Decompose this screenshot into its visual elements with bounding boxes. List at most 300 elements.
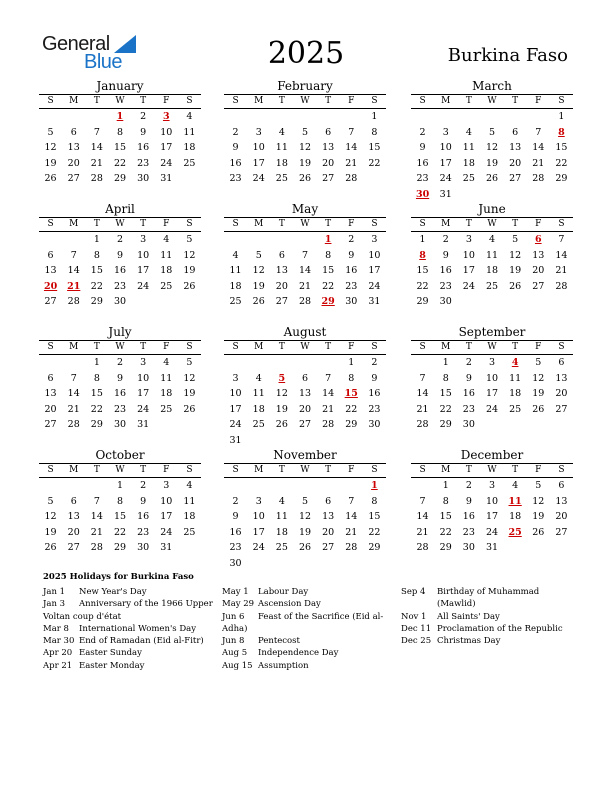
holiday-date: Aug 15 [222,660,253,671]
holiday-name: Adha) [222,623,248,634]
empty-cell [340,478,363,494]
day-cell: 17 [485,511,499,522]
day-cell: 11 [229,265,242,276]
weekday-label: S [232,96,239,106]
weekday-header [224,463,386,478]
day-cell: 7 [348,495,355,507]
day-cell: 28 [90,173,103,184]
day-cell: 24 [368,280,381,292]
holiday-name: Proclamation of the Republic [437,623,563,634]
day-cell: 16 [113,265,127,276]
holiday-item [401,586,571,611]
day-cell: 24 [485,526,499,538]
day-cell: 19 [532,511,545,522]
day-cell: 12 [44,511,57,522]
day-cell: 16 [229,157,242,169]
day-cell: 28 [416,419,429,430]
weekday-label: T [140,219,147,229]
day-cell: 25 [160,280,173,292]
day-cell: 14 [416,388,429,399]
day-cell: 31 [368,296,381,307]
day-cell: 26 [298,542,312,553]
day-cell: 8 [93,372,100,384]
weekday-label: T [278,96,285,106]
day-grid [39,232,201,310]
day-cell: 7 [93,495,100,507]
holiday-name: Pentecost [258,636,300,647]
weekday-label: S [371,96,378,106]
day-cell: 12 [252,265,265,276]
day-cell: 18 [183,511,196,522]
day-cell: 9 [442,249,449,261]
day-cell: 14 [555,249,568,261]
holiday-day-cell: 1 [324,234,332,245]
day-cell: 19 [509,265,522,276]
day-cell: 2 [465,357,472,368]
day-cell: 17 [229,403,242,415]
day-cell: 21 [532,157,545,169]
day-cell: 14 [67,388,80,399]
weekday-label: S [419,465,426,475]
day-cell: 18 [160,265,173,276]
day-cell: 21 [345,526,358,538]
holiday-day-cell: 15 [344,388,358,399]
day-cell: 18 [229,280,242,292]
month-name: October [95,448,145,462]
month-name: February [277,79,333,93]
holiday-day-cell: 11 [508,495,522,507]
day-cell: 1 [419,234,426,245]
day-cell: 17 [439,157,452,169]
day-cell: 29 [345,419,358,430]
day-cell: 16 [368,388,381,399]
day-cell: 20 [275,280,288,292]
day-cell: 24 [229,419,242,430]
day-cell: 23 [416,173,429,184]
month-name: May [291,202,319,216]
weekday-label: S [47,219,54,229]
month-name: August [283,325,327,339]
day-cell: 8 [325,249,332,261]
weekday-label: T [93,219,100,229]
day-cell: 19 [183,388,196,399]
day-cell: 20 [322,157,335,169]
holiday-item [43,598,218,610]
day-cell: 18 [160,388,173,399]
weekday-label: S [232,465,239,475]
day-cell: 14 [298,265,312,276]
day-cell: 5 [47,495,54,507]
empty-cell [62,232,85,248]
holiday-item [43,611,218,623]
day-cell: 12 [485,142,499,153]
day-cell: 21 [90,526,103,538]
day-cell: 1 [348,357,355,368]
weekday-header [39,94,201,109]
logo-text-blue: Blue [84,51,123,73]
day-cell: 25 [462,173,475,184]
day-cell: 25 [183,526,196,538]
day-cell: 14 [532,142,545,153]
day-cell: 2 [419,126,426,138]
weekday-label: W [115,219,125,229]
day-cell: 30 [137,173,150,184]
day-cell: 21 [90,157,103,169]
holiday-name: Birthday of Muhammad (Mawlid) [437,587,540,610]
day-cell: 3 [163,480,170,491]
holiday-name: Labour Day [258,587,309,597]
day-cell: 7 [93,126,100,138]
day-cell: 30 [462,419,475,430]
day-cell: 4 [186,111,193,122]
day-cell: 24 [160,526,173,538]
day-cell: 5 [186,357,193,368]
day-cell: 11 [275,142,288,153]
day-cell: 24 [160,157,173,169]
day-cell: 19 [298,526,312,538]
day-cell: 24 [485,403,499,415]
day-cell: 4 [232,249,239,261]
day-cell: 27 [67,542,80,553]
day-cell: 14 [90,511,103,522]
day-cell: 9 [232,142,239,153]
day-cell: 18 [509,388,522,399]
weekday-label: W [115,465,125,475]
day-cell: 25 [183,157,196,169]
weekday-label: M [254,96,264,106]
weekday-label: T [465,219,472,229]
empty-cell [39,355,62,371]
day-cell: 21 [345,157,358,169]
holiday-item [401,623,571,635]
day-cell: 30 [113,296,127,307]
day-cell: 26 [485,173,499,184]
weekday-label: T [465,342,472,352]
empty-cell [224,478,247,494]
holiday-date: Aug 5 [222,648,248,659]
day-cell: 24 [137,280,150,292]
day-cell: 5 [535,357,542,368]
weekday-label: W [487,219,497,229]
weekday-label: M [254,465,264,475]
day-cell: 12 [298,511,312,522]
month-july [39,324,201,433]
day-cell: 31 [439,188,452,200]
day-cell: 11 [183,495,196,507]
empty-cell [480,109,503,125]
holiday-day-cell: 20 [43,280,58,292]
holiday-date: Apr 21 [43,660,73,671]
day-cell: 17 [160,142,173,153]
day-cell: 13 [67,511,80,522]
empty-cell [85,109,108,125]
day-cell: 3 [488,357,496,368]
day-cell: 7 [301,249,309,261]
holiday-name: Anniversary of the 1966 Upper [79,599,213,610]
day-cell: 16 [462,388,475,399]
day-cell: 9 [465,372,472,384]
day-cell: 12 [532,372,545,384]
day-cell: 22 [113,157,127,169]
day-cell: 23 [462,526,475,538]
weekday-label: W [115,96,125,106]
day-cell: 2 [232,495,239,507]
holiday-date: Apr 20 [43,648,73,659]
day-cell: 22 [368,526,381,538]
day-cell: 12 [532,495,545,507]
day-cell: 15 [322,265,335,276]
weekday-label: W [300,96,310,106]
day-cell: 5 [47,126,54,138]
day-cell: 19 [44,157,57,169]
day-cell: 15 [555,142,568,153]
day-cell: 4 [278,495,285,507]
day-cell: 21 [555,265,568,276]
empty-cell [247,355,270,371]
day-cell: 23 [137,526,150,538]
weekday-header [411,463,573,478]
day-cell: 29 [113,542,127,553]
day-cell: 15 [439,511,452,522]
empty-cell [270,232,293,248]
holiday-name: New Year's Day [79,587,147,597]
day-cell: 2 [116,357,124,368]
holiday-name: Feast of the Sacrifice (Eid al- [258,611,384,622]
holiday-column [222,586,397,672]
empty-cell [504,109,527,125]
day-cell: 29 [368,542,381,553]
day-cell: 23 [137,157,150,169]
weekday-label: T [325,465,332,475]
day-cell: 2 [371,357,378,368]
day-cell: 21 [67,403,80,415]
day-cell: 28 [322,419,335,430]
weekday-label: S [232,342,239,352]
day-cell: 19 [183,265,196,276]
holiday-date: Jun 6 [222,611,245,622]
holiday-item [222,611,397,623]
month-name: April [105,202,135,216]
empty-cell [270,355,293,371]
day-cell: 17 [462,265,475,276]
day-cell: 4 [278,126,285,138]
day-cell: 6 [70,126,77,138]
day-cell: 11 [485,249,499,261]
month-december [411,447,573,556]
day-cell: 4 [163,357,170,368]
weekday-label: M [69,96,79,106]
day-cell: 24 [252,542,265,553]
empty-cell [224,355,247,371]
day-cell: 7 [535,126,542,138]
day-cell: 28 [416,542,429,553]
day-cell: 20 [322,526,335,538]
empty-cell [293,355,316,371]
empty-cell [411,109,434,125]
day-cell: 3 [232,372,239,384]
day-cell: 9 [465,495,472,507]
weekday-label: F [348,465,355,475]
weekday-header [224,340,386,355]
holiday-day-cell: 8 [419,249,426,261]
holiday-item [43,647,218,659]
holiday-date: Sep 4 [401,587,426,597]
day-cell: 11 [160,372,173,384]
day-cell: 5 [301,495,309,507]
day-cell: 22 [90,280,103,292]
day-cell: 22 [322,280,335,292]
day-cell: 20 [532,265,545,276]
holiday-day-cell: 6 [534,234,542,245]
day-cell: 23 [229,542,242,553]
day-cell: 3 [371,234,378,245]
weekday-label: F [348,96,355,106]
day-cell: 25 [485,280,499,292]
empty-cell [270,478,293,494]
day-cell: 12 [275,388,288,399]
weekday-label: T [512,465,519,475]
day-cell: 13 [298,388,312,399]
day-cell: 28 [555,280,568,292]
day-grid [224,232,386,310]
day-cell: 24 [462,280,475,292]
day-cell: 8 [116,495,124,507]
day-cell: 13 [322,142,335,153]
day-cell: 26 [183,403,196,415]
holiday-item [43,623,218,635]
day-cell: 23 [439,280,452,292]
day-cell: 21 [416,526,429,538]
day-cell: 14 [322,388,335,399]
day-cell: 8 [93,249,100,261]
holiday-item [401,611,571,623]
day-cell: 6 [278,249,285,261]
day-cell: 23 [368,403,381,415]
day-cell: 27 [275,296,288,307]
day-cell: 5 [535,480,542,491]
day-cell: 16 [416,157,429,169]
day-cell: 1 [442,357,449,368]
weekday-label: F [163,465,170,475]
month-name: June [478,202,506,216]
day-cell: 15 [416,265,429,276]
day-cell: 6 [47,249,54,261]
day-cell: 20 [555,388,568,399]
day-cell: 5 [186,234,193,245]
day-cell: 27 [509,173,522,184]
weekday-label: M [69,465,79,475]
day-cell: 31 [485,542,499,553]
day-cell: 15 [90,388,103,399]
day-cell: 21 [416,403,429,415]
day-cell: 25 [160,403,173,415]
day-cell: 6 [301,372,309,384]
day-cell: 9 [140,495,147,507]
day-cell: 4 [488,234,496,245]
weekday-label: F [535,96,542,106]
empty-cell [224,232,247,248]
day-cell: 7 [325,372,332,384]
day-cell: 8 [371,495,378,507]
weekday-header [39,340,201,355]
empty-cell [293,109,316,125]
holiday-date: Mar 30 [43,636,75,647]
day-cell: 22 [439,403,452,415]
holiday-day-cell: 8 [558,126,565,138]
holiday-day-cell: 3 [162,111,170,122]
holiday-name: Easter Sunday [79,648,142,659]
month-august [224,324,386,448]
day-cell: 20 [44,403,57,415]
weekday-label: F [163,342,170,352]
month-may [224,201,386,310]
day-cell: 4 [255,372,262,384]
day-cell: 2 [348,234,355,245]
day-cell: 14 [416,511,429,522]
holiday-day-cell: 1 [116,111,124,122]
day-cell: 30 [368,419,381,430]
day-cell: 30 [345,296,358,307]
weekday-label: S [232,219,239,229]
day-cell: 17 [368,265,381,276]
holiday-item [401,635,571,647]
weekday-label: W [300,342,310,352]
country-title: Burkina Faso [447,45,568,66]
day-cell: 12 [183,372,196,384]
weekday-label: T [140,465,147,475]
holiday-item [222,647,397,659]
day-cell: 7 [348,126,355,138]
day-cell: 23 [345,280,358,292]
weekday-label: S [371,219,378,229]
day-cell: 20 [298,403,312,415]
holiday-date: Nov 1 [401,611,427,622]
weekday-label: M [441,96,451,106]
empty-cell [527,109,550,125]
holiday-day-cell: 1 [371,480,378,491]
day-cell: 25 [252,419,265,430]
day-cell: 17 [485,388,499,399]
weekday-label: T [512,219,519,229]
day-cell: 9 [371,372,378,384]
day-cell: 27 [44,296,57,307]
day-cell: 18 [462,157,475,169]
weekday-header [39,217,201,232]
day-cell: 1 [442,480,449,491]
day-cell: 13 [275,265,288,276]
day-cell: 17 [137,265,150,276]
day-cell: 4 [512,480,519,491]
empty-cell [85,478,108,494]
weekday-label: T [140,96,147,106]
day-cell: 25 [275,542,288,553]
day-grid [411,232,573,310]
holiday-name: All Saints' Day [437,611,500,622]
day-grid [411,478,573,556]
weekday-header [224,94,386,109]
day-cell: 21 [322,403,335,415]
day-cell: 28 [67,419,80,430]
day-cell: 24 [252,173,265,184]
day-cell: 17 [252,157,265,169]
year-title: 2025 [267,36,345,71]
day-cell: 15 [439,388,452,399]
day-cell: 8 [442,372,449,384]
day-cell: 7 [419,495,426,507]
day-cell: 1 [116,480,124,491]
day-cell: 13 [44,388,57,399]
day-cell: 22 [368,157,381,169]
